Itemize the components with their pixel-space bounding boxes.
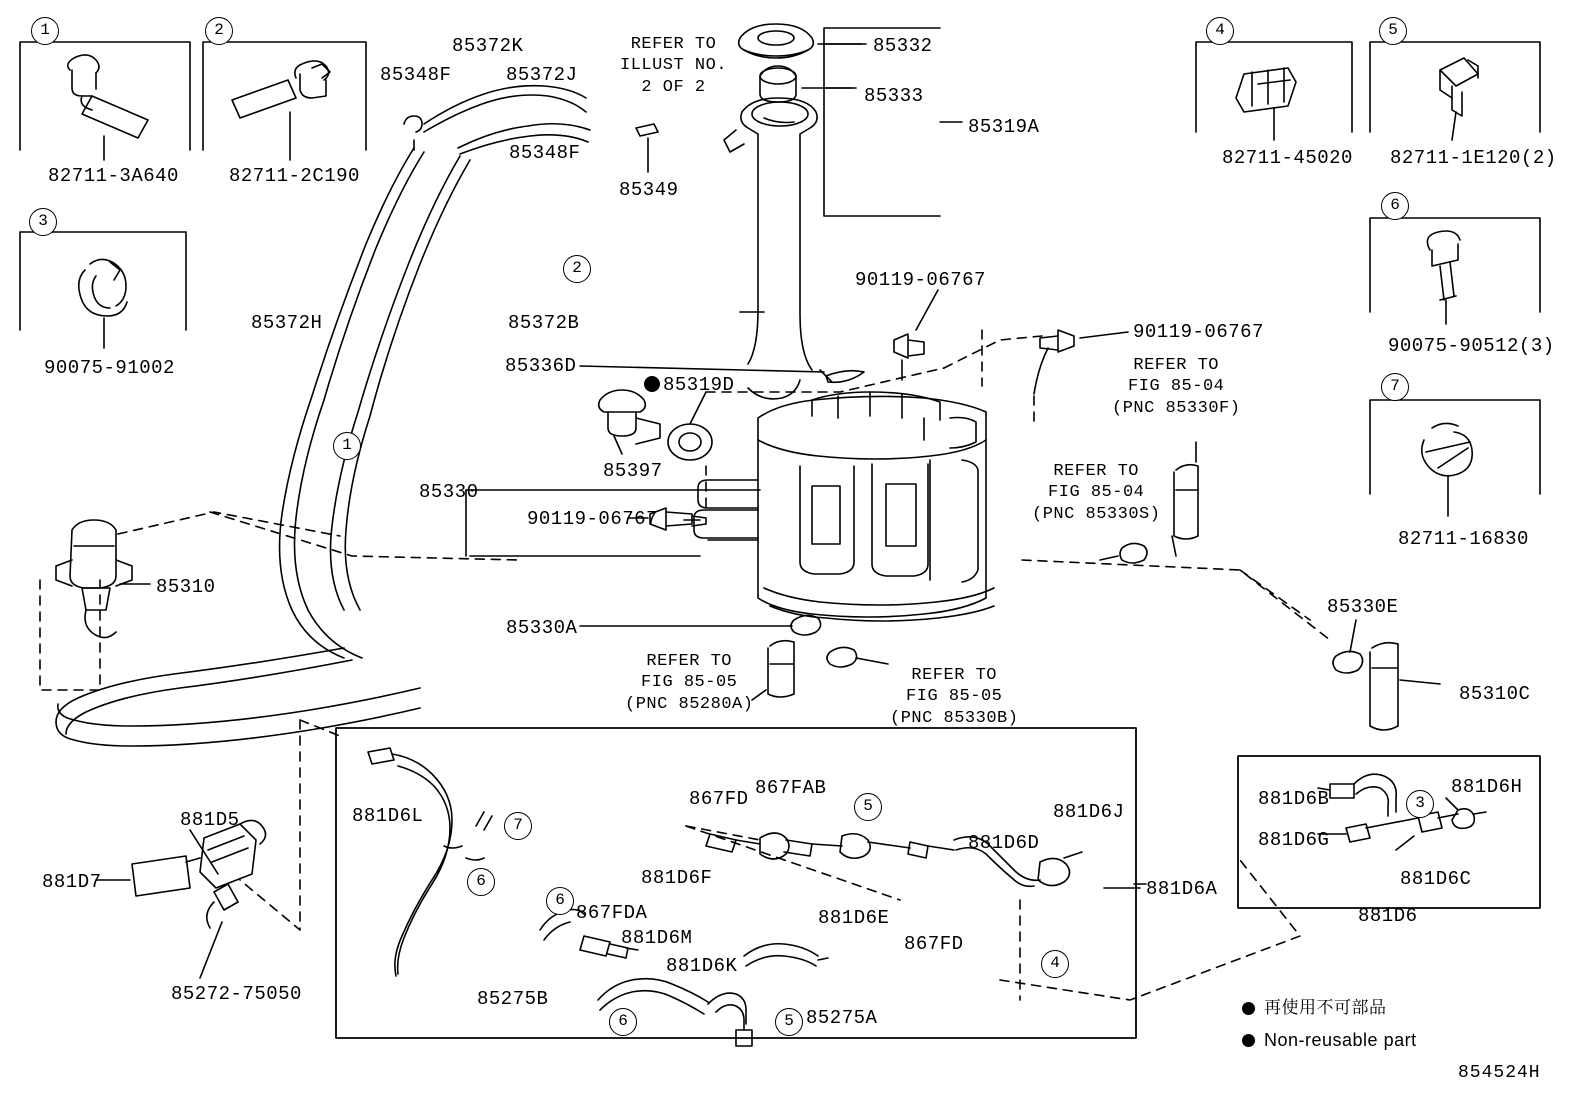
callout-881D6B: 881D6B [1258,788,1330,810]
callout-881D5: 881D5 [180,809,240,831]
callout-867FD-a: 867FD [689,788,749,810]
callout-881D6M: 881D6M [621,927,693,949]
ref-line-1: REFER TO [630,35,717,54]
callout-85272-75050: 85272-75050 [171,983,302,1005]
callout-85275A: 85275A [806,1007,878,1029]
callout-90075-90512: 90075-90512(3) [1388,335,1555,357]
callout-881D6E: 881D6E [818,907,890,929]
ref-note-illust-2of2 [620,34,727,98]
inline-marker-2: 2 [563,255,591,283]
inline-marker-7: 7 [504,812,532,840]
callout-881D6F: 881D6F [641,867,713,889]
callout-867FAB: 867FAB [755,777,827,799]
callout-82711-3A640: 82711-3A640 [48,165,179,187]
inline-marker-5a: 5 [775,1008,803,1036]
inline-marker-6a: 6 [467,868,495,896]
inline-marker-4: 4 [1041,950,1069,978]
callout-85332: 85332 [873,35,933,57]
inline-marker-1: 1 [333,432,361,460]
legend-row-en [1242,1030,1417,1051]
callout-867FD-b: 867FD [904,933,964,955]
ref-line-2: FIG 85-05 [906,687,1003,707]
callout-85336D: 85336D [505,355,577,377]
ref-line-2: ILLUST NO. [620,56,728,76]
group-marker-1: 1 [31,17,59,45]
callout-85349: 85349 [619,179,679,201]
ref-line-3: (PNC 85330S) [1032,504,1161,524]
ref-note-fig8504-85330F [1112,355,1240,419]
group-marker-2: 2 [205,17,233,45]
inline-marker-6c: 6 [609,1008,637,1036]
callout-85319D: 85319D [663,374,735,396]
callout-82711-1E120: 82711-1E120(2) [1390,147,1557,169]
ref-line-1: REFER TO [646,652,733,671]
ref-line-1: REFER TO [1053,462,1140,481]
non-reusable-dot-icon-2 [1242,1034,1255,1047]
callout-82711-16830: 82711-16830 [1398,528,1529,550]
ref-line-2: FIG 85-04 [1048,483,1145,503]
callout-881D6: 881D6 [1358,905,1418,927]
callout-881D6D: 881D6D [968,832,1040,854]
callout-82711-45020: 82711-45020 [1222,147,1353,169]
ref-line-2: FIG 85-05 [641,673,738,693]
inline-marker-5b: 5 [854,793,882,821]
ref-line-3: 2 OF 2 [641,77,706,97]
inline-marker-6b: 6 [546,887,574,915]
callout-85372J: 85372J [506,64,578,86]
non-reusable-dot-icon [1242,1002,1255,1015]
figure-code: 854524H [1458,1063,1541,1083]
callout-881D6L: 881D6L [352,805,424,827]
legend-label-en: Non-reusable part [1264,1030,1417,1050]
ref-line-3: (PNC 85330F) [1112,398,1241,418]
callout-867FDA: 867FDA [576,902,648,924]
callout-85333: 85333 [864,85,924,107]
group-marker-6: 6 [1381,192,1409,220]
callout-82711-2C190: 82711-2C190 [229,165,360,187]
ref-note-fig8504-85330S [1032,461,1160,525]
group-marker-7: 7 [1381,373,1409,401]
callout-85330E: 85330E [1327,596,1399,618]
callout-85372K: 85372K [452,35,524,57]
callout-90119-06767-b: 90119-06767 [1133,321,1264,343]
callout-85348F-upper: 85348F [380,64,452,86]
callout-85397: 85397 [603,460,663,482]
callout-90119-06767-a: 90119-06767 [855,269,986,291]
inline-marker-3: 3 [1406,790,1434,818]
callout-85319A: 85319A [968,116,1040,138]
ref-line-1: REFER TO [911,666,998,685]
ref-note-fig8505-85330B [890,665,1018,729]
callout-85372H: 85372H [251,312,323,334]
group-marker-3: 3 [29,208,57,236]
callout-85348F-lower: 85348F [509,142,581,164]
ref-line-3: (PNC 85280A) [625,694,754,714]
callout-881D6A: 881D6A [1146,878,1218,900]
ref-line-2: FIG 85-04 [1128,377,1225,397]
callout-85310C: 85310C [1459,683,1531,705]
callout-85330A: 85330A [506,617,578,639]
callout-881D6J: 881D6J [1053,801,1125,823]
callout-881D6K: 881D6K [666,955,738,977]
group-marker-4: 4 [1206,17,1234,45]
callout-90119-06767-c: 90119-06767 [527,508,658,530]
callout-90075-91002: 90075-91002 [44,357,175,379]
group-marker-5: 5 [1379,17,1407,45]
callout-85372B: 85372B [508,312,580,334]
callout-85275B: 85275B [477,988,549,1010]
ref-line-3: (PNC 85330B) [890,708,1019,728]
callout-85310: 85310 [156,576,216,598]
ref-note-fig8505-85280A [625,651,753,715]
ref-line-1: REFER TO [1133,356,1220,375]
callout-85330: 85330 [419,481,479,503]
callout-881D6C: 881D6C [1400,868,1472,890]
callout-881D6H: 881D6H [1451,776,1523,798]
callout-881D7: 881D7 [42,871,102,893]
legend-row-jp [1242,999,1387,1019]
callout-881D6G: 881D6G [1258,829,1330,851]
legend-label-jp: 再使用不可部品 [1264,998,1387,1018]
